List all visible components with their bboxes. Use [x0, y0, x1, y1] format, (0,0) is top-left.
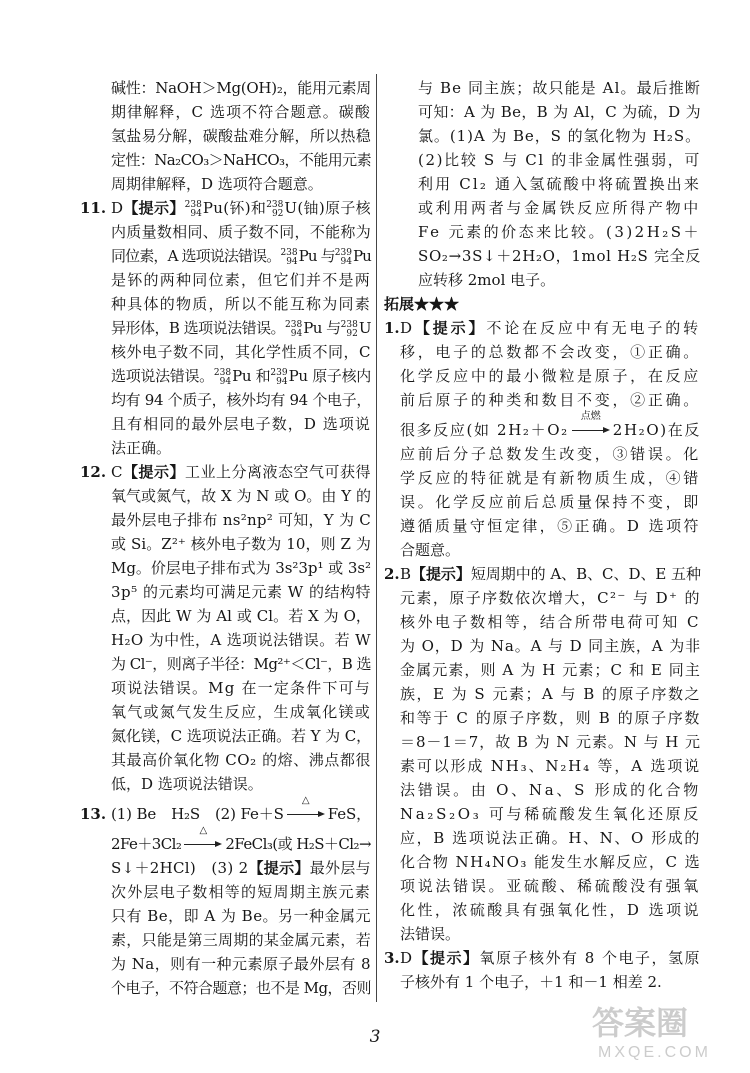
line-text — [400, 316, 701, 340]
text-run: 不论在反应中有无电子的转 — [486, 319, 701, 337]
text-line — [400, 658, 702, 682]
item-number: 2. — [384, 565, 400, 583]
text-line — [111, 928, 372, 952]
line-text: 氧气或氮气，故 X 为 N 或 O。由 Y 的 — [111, 487, 371, 505]
text-line — [111, 484, 372, 508]
item-number: 1. — [384, 319, 400, 337]
text-line — [400, 826, 702, 850]
text-line — [111, 268, 372, 292]
text-line — [80, 460, 372, 484]
nuclide-numbers — [280, 249, 297, 267]
nuclide-mass-number: 238 — [280, 248, 298, 258]
line-text: 法正确。 — [111, 439, 172, 457]
line-text: 3p⁵ 的元素均可满足元素 W 的结构特 — [111, 583, 371, 601]
text-line — [418, 268, 702, 292]
text-line — [111, 508, 372, 532]
text-line — [418, 148, 702, 172]
line-text: 氢盐易分解，碳酸盐难分解，所以热稳 — [111, 127, 371, 145]
line-text: 均有 94 个质子，核外均有 94 个电子， — [111, 391, 371, 409]
line-text: 最外层电子排布 ns²np² 可知，Y 为 C — [111, 511, 371, 529]
nuclide-mass-number: 238 — [285, 320, 303, 330]
left-column — [80, 76, 372, 1000]
nuclide-numbers — [185, 201, 202, 219]
text-line — [400, 586, 702, 610]
line-text: ＝8－1＝7，故 B 为 N 元素。N 与 H 元 — [400, 733, 701, 751]
text-run: 2H₂O)在反 — [612, 421, 701, 439]
column-divider — [376, 74, 377, 1002]
text-line — [111, 340, 372, 364]
bold-run: 【提示】 — [123, 199, 185, 217]
text-line — [111, 556, 372, 580]
line-text: 碱性：NaOH＞Mg(OH)₂，能用元素周 — [111, 79, 371, 97]
line-text — [111, 244, 371, 268]
line-text: 期律解释，C 选项不符合题意。碳酸 — [111, 103, 371, 121]
line-text — [111, 364, 371, 388]
nuclide-symbol: U — [358, 319, 371, 337]
text-line — [80, 196, 372, 220]
text-run: 最外层与 — [309, 859, 371, 877]
text-run: (钚)和 — [223, 199, 267, 217]
text-line — [111, 724, 372, 748]
line-text: Fe 元素的价态来比较。(3)2H₂S＋ — [418, 223, 701, 241]
text-line — [400, 634, 702, 658]
reaction-condition: △ — [199, 825, 208, 836]
line-text — [400, 946, 701, 970]
nuclide-atomic-number: 94 — [219, 377, 232, 387]
text-line — [111, 412, 372, 436]
text-line — [111, 700, 372, 724]
line-text: 化性，浓硫酸具有强氧化性，D 选项说 — [400, 901, 701, 919]
text-run: 与 — [316, 247, 335, 265]
text-line — [111, 292, 372, 316]
bold-run: 【提示】 — [414, 319, 487, 337]
text-line — [400, 682, 702, 706]
nuclide-symbol: Pu — [202, 199, 224, 217]
line-text: 元素，原子序数依次增大，C²⁻ 与 D⁺ 的 — [400, 589, 701, 607]
text-line — [400, 610, 702, 634]
line-text: 应，B 选项说法正确。H、N、O 形成的 — [400, 829, 701, 847]
text-line — [111, 604, 372, 628]
nuclide-symbol: Pu — [298, 247, 317, 265]
line-text — [111, 316, 371, 340]
text-run: 短周期中的 A、B、C、D、E 五种 — [470, 565, 701, 583]
text-run: D — [400, 949, 414, 967]
text-line — [418, 172, 702, 196]
line-text: 个电子，不符合题意；也不是 Mg，否则 — [111, 979, 371, 997]
line-text: 可知：A 为 Be，B 为 Al，C 为硫，D 为 — [418, 103, 701, 121]
text-line — [111, 676, 372, 700]
answer-item — [80, 76, 372, 196]
line-text: 为 Na，则有一种元素原子最外层有 8 — [111, 955, 371, 973]
text-line — [111, 148, 372, 172]
line-text — [400, 411, 701, 442]
text-line — [111, 772, 372, 796]
text-run: D — [400, 319, 415, 337]
line-text: 氧气或氮气发生反应，生成氧化镁或 — [111, 703, 371, 721]
nuclide-atomic-number: 94 — [340, 257, 352, 267]
line-text: 核外电子数相等，结合所带电荷可知 C — [400, 613, 701, 631]
text-line — [400, 730, 702, 754]
text-line — [400, 538, 702, 562]
text-line — [111, 904, 372, 928]
nuclide — [214, 364, 251, 388]
line-text: 其最高价氧化物 CO₂ 的熔、沸点都很 — [111, 751, 371, 769]
section-heading: 拓展★★★ — [384, 295, 460, 313]
text-line — [111, 580, 372, 604]
nuclide-atomic-number: 94 — [286, 257, 298, 267]
text-run: 2Fe＋3Cl₂ — [111, 835, 182, 853]
text-run: 和 — [251, 367, 271, 385]
text-line — [418, 244, 702, 268]
line-text: 或利用两者与金属铁反应所得产物中 — [418, 199, 701, 217]
line-text: 定性：Na₂CO₃＞NaHCO₃，不能用元素 — [111, 151, 371, 169]
text-line — [111, 364, 372, 388]
reaction-arrow — [572, 411, 610, 435]
line-text: 内质量数相同、质子数不同，不能称为 — [111, 223, 371, 241]
text-line — [400, 514, 702, 538]
nuclide-mass-number: 239 — [334, 248, 352, 258]
line-text: 遵循质量守恒定律，⑤正确。D 选项符 — [400, 517, 701, 535]
text-line — [400, 754, 702, 778]
text-line — [111, 172, 372, 196]
text-line — [111, 388, 372, 412]
text-line — [111, 124, 372, 148]
text-line — [418, 124, 702, 148]
line-text: (2)比较 S 与 Cl 的非金属性强弱，可 — [418, 151, 701, 169]
nuclide-numbers — [266, 201, 283, 219]
answer-item — [80, 796, 372, 1000]
nuclide-mass-number: 238 — [213, 368, 232, 378]
line-text: 只有 Be，即 A 为 Be。另一种金属元 — [111, 907, 371, 925]
nuclide-atomic-number: 92 — [346, 329, 358, 339]
nuclide-atomic-number: 94 — [190, 209, 202, 219]
line-text: 次外层电子数相等的短周期主族元素 — [111, 883, 371, 901]
page-number: 3 — [369, 1027, 381, 1047]
text-line — [400, 388, 702, 412]
text-line — [80, 795, 372, 826]
line-text: 应前后分子总数发生改变，③错误。化 — [400, 445, 701, 463]
line-text: 与 Be 同主族；故只能是 Al。最后推断 — [418, 79, 701, 97]
text-line — [400, 850, 702, 874]
text-run: 异形体，B 选项说法错误。 — [111, 319, 286, 337]
line-text: 学反应的特征就是有新物质生成，④错 — [400, 469, 701, 487]
bold-run: 【提示】 — [122, 463, 185, 481]
nuclide-atomic-number: 92 — [271, 209, 284, 219]
line-text: 素，只能是第三周期的某金属元素，若 — [111, 931, 371, 949]
text-line — [111, 100, 372, 124]
nuclide — [266, 196, 297, 220]
line-text: 项说法错误。亚硫酸、稀硫酸没有强氧 — [400, 877, 701, 895]
nuclide — [341, 316, 371, 340]
text-run: 2FeCl₃(或 H₂S＋Cl₂→ — [225, 835, 371, 853]
line-text: 和等于 C 的原子序数，则 B 的原子序数 — [400, 709, 701, 727]
text-line — [418, 196, 702, 220]
nuclide — [270, 364, 307, 388]
reaction-arrow — [287, 795, 325, 819]
answer-item — [384, 562, 702, 946]
text-run: 选项说法错误。 — [111, 367, 214, 385]
text-run: 原子核内 — [307, 367, 371, 385]
line-text: 利用 Cl₂ 通入氢硫酸中将硫置换出来 — [418, 175, 701, 193]
nuclide-atomic-number: 94 — [290, 329, 303, 339]
nuclide — [185, 196, 224, 220]
line-text — [400, 562, 701, 586]
line-text — [111, 795, 371, 826]
text-run: C — [111, 463, 123, 481]
nuclide-numbers — [270, 369, 287, 387]
line-text: 族，E 为 S 元素；A 与 B 的原子序数之 — [400, 685, 701, 703]
text-line — [111, 976, 372, 1000]
line-text: 或 Si。Z²⁺ 核外电子数为 10，则 Z 为 — [111, 535, 371, 553]
line-text: 氮化镁，C 选项说法正确。若 Y 为 C， — [111, 727, 371, 745]
text-line — [400, 706, 702, 730]
item-number: 11. — [80, 199, 107, 217]
text-line — [111, 652, 372, 676]
text-line — [111, 220, 372, 244]
item-number: 13. — [80, 805, 107, 823]
nuclide-mass-number: 238 — [340, 320, 358, 330]
nuclide — [280, 244, 316, 268]
text-line — [400, 364, 702, 388]
text-run: 很多反应(如 2H₂＋O₂ — [400, 421, 569, 439]
line-text: 点，因此 W 为 Al 或 Cl。若 X 为 O， — [111, 607, 371, 625]
line-text: 核外电子数不同，其化学性质不同，C — [111, 343, 371, 361]
text-line — [400, 970, 702, 994]
line-text: SO₂→3S↓＋2H₂O，1mol H₂S 完全反 — [418, 247, 701, 265]
line-text — [111, 856, 371, 880]
nuclide — [335, 244, 371, 268]
bold-run: 【提示】 — [410, 565, 471, 583]
line-text: 前后原子的种类和数目不变，②正确。 — [400, 391, 701, 409]
line-text: 化学反应中的最小微粒是原子，在反应 — [400, 367, 701, 385]
text-line — [400, 490, 702, 514]
text-run: FeS， — [327, 805, 371, 823]
text-line — [400, 922, 702, 946]
line-text: 项说法错误。Mg 在一定条件下可与 — [111, 679, 371, 697]
line-text: 是钚的两种同位素，但它们并不是两 — [111, 271, 371, 289]
answer-item — [384, 316, 702, 562]
line-text: 金属元素，则 A 为 H 元素；C 和 E 同主 — [400, 661, 701, 679]
text-line — [111, 244, 372, 268]
text-line — [111, 856, 372, 880]
nuclide — [285, 316, 322, 340]
text-line — [111, 748, 372, 772]
text-line — [111, 628, 372, 652]
bold-run: 【提示】 — [248, 859, 310, 877]
reaction-condition: △ — [301, 795, 310, 806]
line-text — [111, 196, 371, 220]
text-line — [400, 412, 702, 442]
text-line — [111, 532, 372, 556]
text-line — [418, 76, 702, 100]
line-text: 氯。(1)A 为 Be，S 的氢化物为 H₂S。 — [418, 127, 701, 145]
text-run: 氧原子核外有 8 个电子，氢原 — [479, 949, 701, 967]
line-text: H₂O 为中性，A 选项说法错误。若 W — [111, 631, 371, 649]
text-line — [111, 826, 372, 856]
text-run: B — [400, 565, 411, 583]
line-text: 周期律解释，D 选项符合题意。 — [111, 175, 323, 193]
text-line — [111, 316, 372, 340]
nuclide-mass-number: 239 — [270, 368, 288, 378]
nuclide-numbers — [341, 321, 358, 339]
reaction-condition: 点燃 — [580, 411, 601, 422]
line-text: 且有相同的最外层电子数，D 选项说 — [111, 415, 371, 433]
answer-item — [80, 460, 372, 796]
line-text: 应转移 2mol 电子。 — [418, 271, 556, 289]
line-text: 为 Cl⁻，则离子半径：Mg²⁺＜Cl⁻，B 选 — [111, 655, 371, 673]
line-text: 化合物 NH₄NO₃ 能发生水解反应，C 选 — [400, 853, 701, 871]
line-text: 为 O，D 为 Na。A 与 D 同主族，A 为非 — [400, 637, 701, 655]
nuclide-numbers — [335, 249, 352, 267]
line-text: 低，D 选项说法错误。 — [111, 775, 263, 793]
item-number: 12. — [80, 463, 107, 481]
watermark-logo — [592, 1004, 711, 1064]
right-column — [384, 76, 702, 994]
nuclide-symbol: U — [284, 199, 298, 217]
line-text: Na₂S₂O₃ 可与稀硫酸发生氧化还原反 — [400, 805, 701, 823]
text-line — [418, 100, 702, 124]
line-text: 合题意。 — [400, 541, 461, 559]
nuclide-numbers — [214, 369, 231, 387]
watermark-site-text: MXQE.COM — [598, 1044, 711, 1061]
nuclide-symbol: Pu — [303, 319, 322, 337]
nuclide-symbol: Pu — [352, 247, 371, 265]
line-text: 误。化学反应前后总质量保持不变，即 — [400, 493, 701, 511]
nuclide-mass-number: 238 — [184, 200, 202, 210]
line-text: 移，电子的总数都不会改变，①正确。 — [400, 343, 701, 361]
text-line — [400, 466, 702, 490]
text-run: 与 — [321, 319, 341, 337]
line-text: 法错误。由 O、Na、S 形成的化合物 — [400, 781, 701, 799]
line-text: Mg。价层电子排布式为 3s²3p¹ 或 3s² — [111, 559, 371, 577]
text-run: 工业上分离液态空气可获得 — [184, 463, 371, 481]
text-run: S↓＋2HCl) (3) 2 — [111, 859, 249, 877]
text-line — [384, 316, 702, 340]
nuclide-symbol: Pu — [232, 367, 252, 385]
text-line — [400, 802, 702, 826]
watermark-logo-text: 答案圈 — [592, 1004, 689, 1042]
text-line — [111, 952, 372, 976]
bold-run: 【提示】 — [413, 949, 480, 967]
text-line — [400, 340, 702, 364]
text-line — [384, 562, 702, 586]
text-line — [400, 898, 702, 922]
text-line — [111, 436, 372, 460]
nuclide-mass-number: 238 — [266, 200, 284, 210]
text-run: 同位素，A 选项说法错误。 — [111, 247, 281, 265]
text-line — [111, 76, 372, 100]
text-line — [400, 442, 702, 466]
answer-item — [384, 76, 702, 292]
line-text — [111, 825, 371, 856]
line-text: 素可以形成 NH₃、N₂H₄ 等，A 选项说 — [400, 757, 701, 775]
answer-item — [384, 946, 702, 994]
item-number: 3. — [384, 949, 400, 967]
nuclide-numbers — [285, 321, 302, 339]
text-line — [111, 880, 372, 904]
text-line — [418, 220, 702, 244]
text-run: (铀)原子核 — [297, 199, 371, 217]
text-line — [400, 778, 702, 802]
reaction-arrow — [184, 825, 222, 849]
line-text: 子核外有 1 个电子，＋1 和－1 相差 2. — [400, 973, 662, 991]
line-text: 法错误。 — [400, 925, 461, 943]
line-text: 种具体的物质，所以不能互称为同素 — [111, 295, 371, 313]
line-text — [111, 460, 371, 484]
text-run: D — [111, 199, 124, 217]
text-line — [384, 946, 702, 970]
text-line — [400, 874, 702, 898]
nuclide-atomic-number: 94 — [276, 377, 288, 387]
text-run: (1) Be H₂S (2) Fe＋S — [111, 805, 284, 823]
answer-item — [80, 196, 372, 460]
nuclide-symbol: Pu — [288, 367, 308, 385]
